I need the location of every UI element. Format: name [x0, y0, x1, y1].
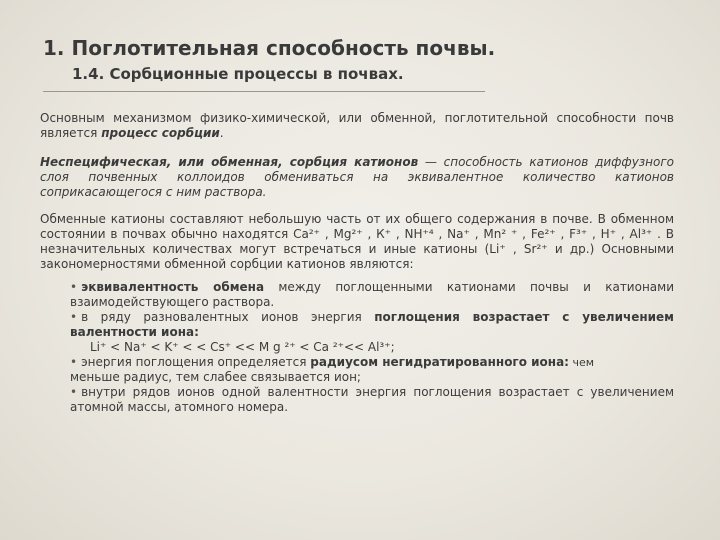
b3-small: чем: [568, 356, 595, 369]
p2-term: Неспецифическая, или обменная, сорбция катионов: [40, 155, 419, 169]
p1-text: Основным механизмом физико-химической, или обменной, поглотительной способности почв является: [40, 111, 674, 140]
b3-text: энергия поглощения определяется: [81, 355, 311, 369]
b1-bold: эквивалентность обмена: [81, 280, 265, 294]
list-item-ion-radius: [70, 355, 674, 385]
section-subtitle: 1.4. Сорбционные процессы в почвах.: [72, 65, 404, 83]
page-title: 1. Поглотительная способность почвы.: [43, 36, 496, 60]
bullet-marker: •: [70, 355, 78, 369]
paragraph-cation-sorption-definition: [40, 155, 674, 200]
list-item-valence: [70, 310, 674, 340]
b2-text: в ряду разновалентных ионов энергия: [81, 310, 375, 324]
list-item-equivalence: [70, 280, 674, 310]
bullet-marker: •: [70, 385, 78, 399]
b4-text: внутри рядов ионов одной валентности энергия поглощения возрастает с увеличением атомной массы, атомного номера.: [70, 385, 674, 414]
p1-end: .: [219, 126, 224, 140]
title-divider: [43, 91, 485, 92]
bullet-marker: •: [70, 280, 78, 294]
paragraph-sorption-mechanism: [40, 111, 674, 141]
p1-emphasis: процесс сорбции: [101, 126, 220, 140]
bullet-marker: •: [70, 310, 78, 324]
p2-text: — способность катионов диффузного слоя почвенных коллоидов обмениваться на эквивалентное количество катионов соприкасающегося с ним раствора.: [40, 155, 675, 199]
content-body: [40, 111, 674, 415]
regularities-list: [70, 280, 674, 415]
b2-bold: поглощения возрастает с увеличением валентности иона:: [70, 310, 674, 339]
cation-series: Li⁺ < Na⁺ < K⁺ < < Cs⁺ << M g ²⁺ < Ca ²⁺<< Al³⁺;: [90, 340, 395, 354]
b1-text: между поглощенными катионами почвы и катионами взаимодействующего раствора.: [70, 280, 675, 309]
b3-end: меньше радиус, тем слабее связывается ион;: [70, 370, 361, 384]
list-item-atomic-mass: [70, 385, 674, 415]
paragraph-exchange-cations: Обменные катионы составляют небольшую часть от их общего содержания в почве. В обменном состоянии в почвах обычно находятся Ca²⁺ , Mg²⁺ , К⁺ , NH⁺⁴ , Na⁺ , Mn² ⁺ , Fe²⁺ , F³⁺ , H⁺ , Al³⁺ . В незначительных количествах могут встречаться и иные катионы (Li⁺ , Sr²⁺ и др.) Основными закономерностями обменной сорбции катионов являются:: [40, 212, 674, 271]
b3-bold: радиусом негидратированного иона:: [310, 355, 569, 369]
